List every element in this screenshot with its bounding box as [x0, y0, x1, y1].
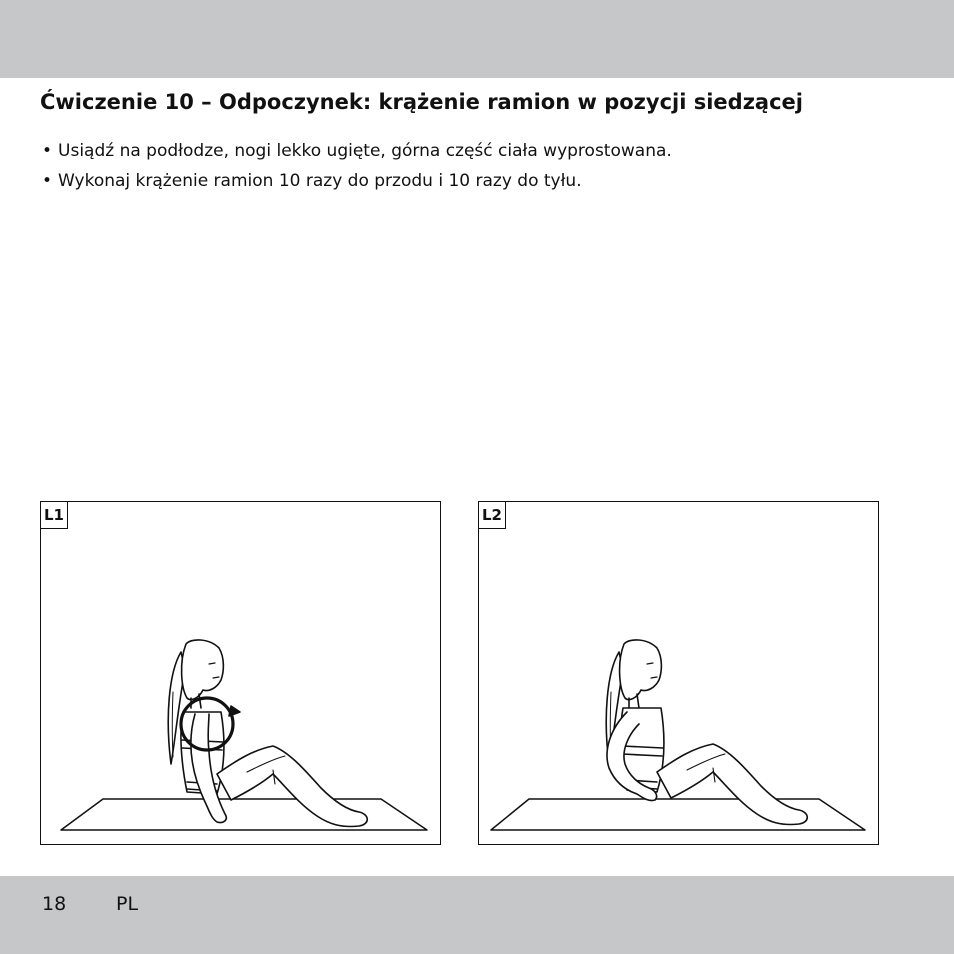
footer-band	[0, 876, 954, 954]
exercise-title: Ćwiczenie 10 – Odpoczynek: krążenie ramion w pozycji siedzącej	[40, 90, 803, 114]
language-code: PL	[116, 893, 139, 915]
figure-panel-l2	[478, 501, 879, 845]
figure-label-l1: L1	[40, 501, 68, 529]
exercise-mat	[61, 799, 427, 830]
figure-panel-l1	[40, 501, 441, 845]
rotation-arrow-icon	[229, 706, 240, 716]
instruction-text: Usiądź na podłodze, nogi lekko ugięte, górna część ciała wyprostowana.	[58, 141, 672, 161]
instruction-item	[42, 166, 672, 196]
exercise-mat	[491, 799, 865, 830]
page-number: 18	[42, 893, 67, 915]
instruction-list	[42, 136, 672, 196]
head	[182, 640, 224, 700]
header-band	[0, 0, 954, 78]
illustration-shoulder-circle-forward	[41, 502, 440, 844]
instruction-text: Wykonaj krążenie ramion 10 razy do przodu i 10 razy do tyłu.	[58, 171, 582, 191]
instruction-item	[42, 136, 672, 166]
bullet-glyph: •	[42, 171, 53, 191]
figure-label-l2: L2	[478, 501, 506, 529]
illustration-shoulder-circle-backward	[479, 502, 878, 844]
head	[620, 640, 662, 700]
bullet-glyph: •	[42, 141, 53, 161]
